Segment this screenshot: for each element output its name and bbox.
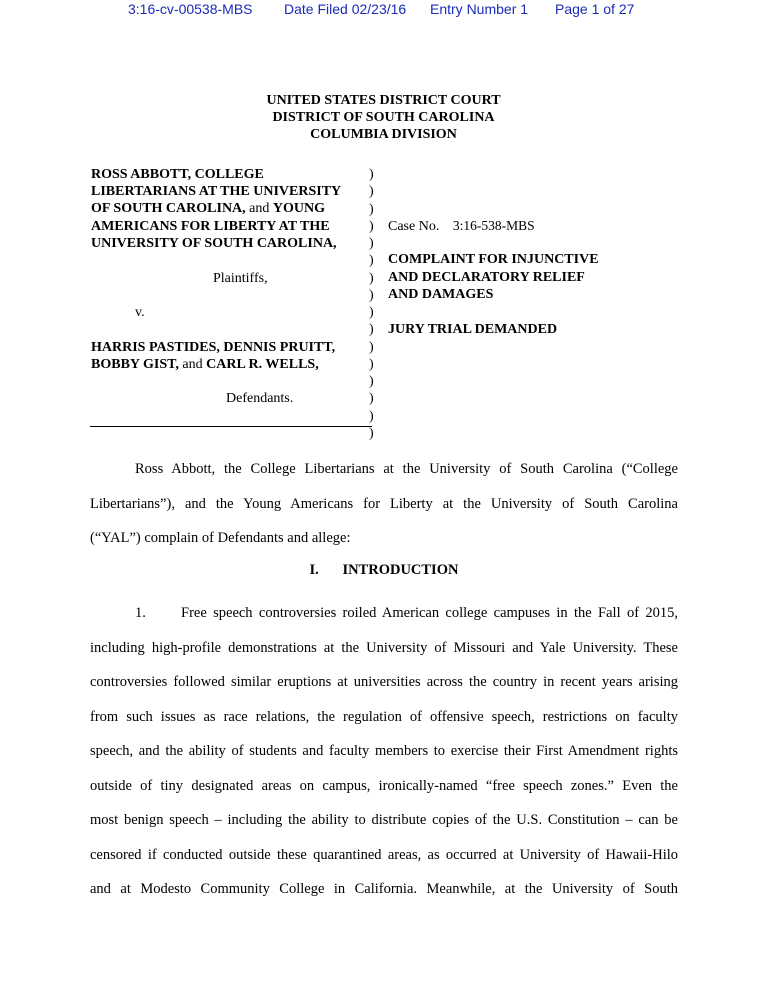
- defendant-line: BOBBY GIST, and CARL R. WELLS,: [91, 357, 319, 372]
- paren: ): [369, 236, 374, 251]
- paragraph-number: 1.: [135, 605, 146, 621]
- case-no-value: 3:16-538-MBS: [452, 218, 535, 233]
- paren: ): [369, 408, 374, 424]
- plaintiff-line: AMERICANS FOR LIBERTY AT THE: [91, 219, 330, 234]
- paren: ): [369, 339, 374, 355]
- text-line: censored if conducted outside these quarantined areas, as occurred at University of Hawaii-Hilo: [90, 846, 678, 863]
- paren: ): [369, 356, 374, 372]
- paren: ): [369, 270, 374, 286]
- entry-number: Entry Number 1: [430, 1, 529, 17]
- section-title: INTRODUCTION: [342, 562, 459, 578]
- paren: ): [369, 322, 374, 338]
- plaintiffs-label: Plaintiffs,: [213, 271, 268, 286]
- case-no-label: Case No.: [388, 219, 440, 234]
- paren: ): [369, 305, 374, 320]
- text-line: Libertarians”), and the Young Americans for Liberty at the University of South Carolina: [90, 495, 678, 512]
- section-number: I.: [309, 562, 319, 578]
- defendants-label: Defendants.: [226, 391, 294, 406]
- text-line: outside of tiny designated areas on campus, ironically-named “free speech zones.” Even the: [90, 777, 678, 794]
- paren: ): [369, 374, 374, 389]
- section-heading: [0, 562, 768, 579]
- text-line: from such issues as race relations, the regulation of offensive speech, restrictions on faculty: [90, 708, 678, 725]
- paragraph-1: [90, 596, 678, 907]
- plaintiff-line: LIBERTARIANS AT THE UNIVERSITY: [91, 184, 342, 199]
- case-number: [388, 218, 535, 235]
- paren: ): [369, 425, 374, 441]
- page-number: Page 1 of 27: [555, 1, 635, 17]
- text-line: speech, and the ability of students and faculty members to exercise their First Amendment rights: [90, 743, 678, 759]
- paren: ): [369, 253, 374, 269]
- paren: ): [369, 167, 374, 182]
- text-line: (“YAL”) complain of Defendants and allege:: [90, 530, 351, 546]
- plaintiff-line: UNIVERSITY OF SOUTH CAROLINA,: [91, 236, 337, 251]
- court-name: UNITED STATES DISTRICT COURT: [266, 93, 501, 108]
- text-line: 1. Free speech controversies roiled American college campuses in the Fall of 2015,: [90, 596, 678, 631]
- complaint-title-3: AND DAMAGES: [388, 287, 494, 302]
- complaint-title-2: AND DECLARATORY RELIEF: [388, 270, 585, 285]
- case-id: 3:16-cv-00538-MBS: [128, 1, 253, 17]
- plaintiff-line: OF SOUTH CAROLINA, and YOUNG: [91, 201, 326, 216]
- filing-header: [0, 0, 768, 22]
- paren: ): [369, 201, 374, 217]
- versus-label: v.: [135, 305, 145, 320]
- text-line: and at Modesto Community College in California. Meanwhile, at the University of South: [90, 881, 678, 897]
- paren: ): [369, 184, 374, 200]
- paren: ): [369, 391, 374, 407]
- court-division: COLUMBIA DIVISION: [310, 127, 457, 142]
- defendant-line: HARRIS PASTIDES, DENNIS PRUITT,: [91, 340, 336, 355]
- court-heading: [0, 92, 768, 143]
- paren: ): [369, 218, 374, 234]
- caption-paren-column: [369, 166, 374, 442]
- text-line: controversies followed similar eruptions at universities across the country in recent years arising: [90, 674, 678, 690]
- opening-paragraph: [90, 452, 678, 556]
- complaint-title-1: COMPLAINT FOR INJUNCTIVE: [388, 252, 599, 267]
- text-line: Ross Abbott, the College Libertarians at the University of South Carolina (“College: [135, 461, 678, 477]
- caption-rule: [90, 426, 372, 427]
- jury-demand: JURY TRIAL DEMANDED: [388, 322, 558, 337]
- plaintiff-line: ROSS ABBOTT, COLLEGE: [91, 167, 264, 182]
- text-line: including high-profile demonstrations at the University of Missouri and Yale University. These: [90, 639, 678, 656]
- paren: ): [369, 287, 374, 303]
- text-line: most benign speech – including the ability to distribute copies of the U.S. Constitution – can be: [90, 812, 678, 828]
- date-filed: Date Filed 02/23/16: [284, 1, 407, 17]
- court-district: DISTRICT OF SOUTH CAROLINA: [272, 110, 495, 125]
